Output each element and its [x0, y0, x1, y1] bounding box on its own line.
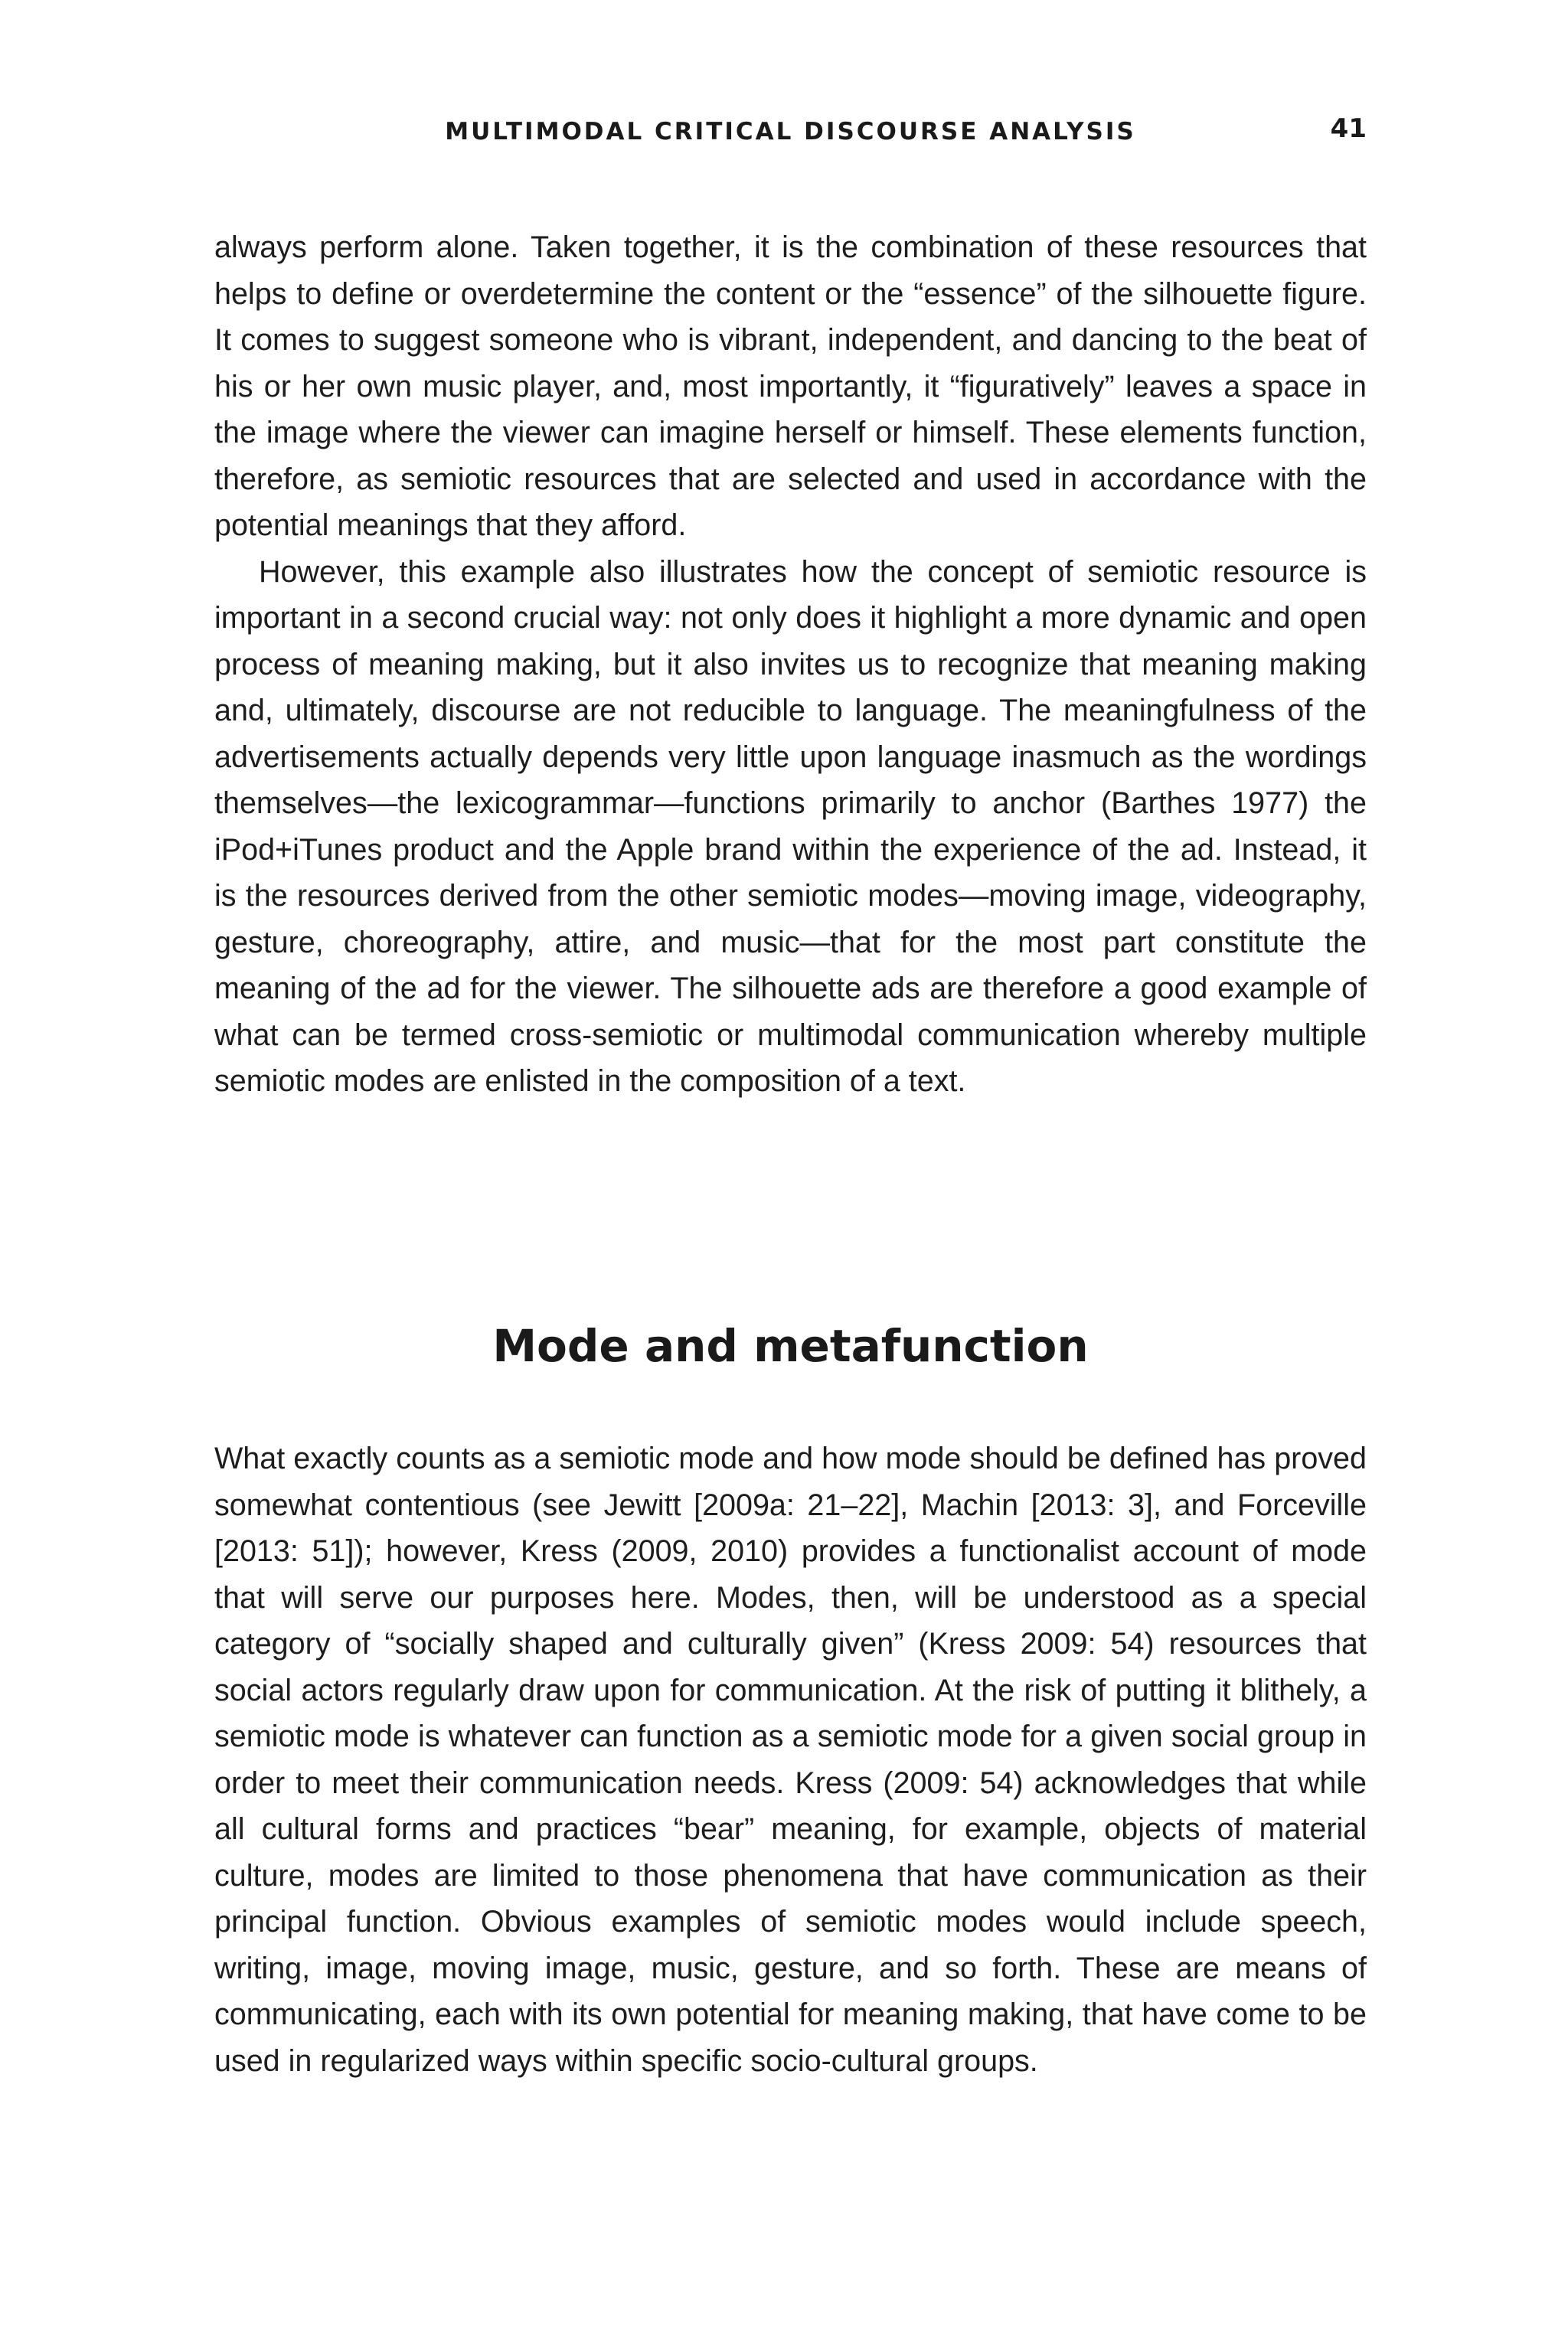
section-1-body [214, 224, 1367, 1105]
section-heading: Mode and metafunction [492, 1320, 1089, 1372]
running-head [214, 115, 1367, 153]
page-number: 41 [1330, 113, 1367, 144]
section-2-body [214, 1436, 1367, 2084]
paragraph: always perform alone. Taken together, it is the combination of these resources that helps to define or overdetermine the content or the “essence” of the silhouette figure. It comes to suggest someone who is vibrant, independent, and dancing to the beat of his or her own music player, and, most importantly, it “figuratively” leaves a space in the image where the viewer can imagine herself or himself. These elements function, therefore, as semiotic resources that are selected and used in accordance with the potential meanings that they afford. [214, 230, 1367, 542]
paragraph: However, this example also illustrates how the concept of semiotic resource is important in a second crucial way: not only does it highlight a more dynamic and open process of meaning making, but it also invites us to recognize that meaning making and, ultimately, discourse are not reducible to language. The meaningfulness of the advertisements actually depends very little upon language inasmuch as the wordings themselves—the lexicogrammar—functions primarily to anchor (Barthes 1977) the iPod+iTunes product and the Apple brand within the experience of the ad. Instead, it is the resources derived from the other semiotic modes—moving image, videography, gesture, choreography, attire, and music—that for the most part constitute the meaning of the ad for the viewer. The silhouette ads are therefore a good example of what can be termed cross-semiotic or multimodal communication whereby multiple semiotic modes are enlisted in the composition of a text. [214, 554, 1367, 1098]
paragraph: What exactly counts as a semiotic mode and how mode should be defined has proved somewhat contentious (see Jewitt [2009a: 21–22], Machin [2013: 3], and Forceville [2013: 51]); however, Kress (2009, 2010) provides a functionalist account of mode that will serve our purposes here. Modes, then, will be understood as a special category of “socially shaped and culturally given” (Kress 2009: 54) resources that social actors regularly draw upon for communication. At the risk of putting it blithely, a semiotic mode is whatever can function as a semiotic mode for a given social group in order to meet their communication needs. Kress (2009: 54) acknowledges that while all cultural forms and practices “bear” meaning, for example, objects of material culture, modes are limited to those phenomena that have communication as their principal function. Obvious examples of semiotic modes would include speech, writing, image, moving image, music, gesture, and so forth. These are means of communicating, each with its own potential for meaning making, that have come to be used in regularized ways within specific socio-cultural groups. [214, 1442, 1367, 2078]
running-title: MULTIMODAL CRITICAL DISCOURSE ANALYSIS [445, 118, 1136, 145]
